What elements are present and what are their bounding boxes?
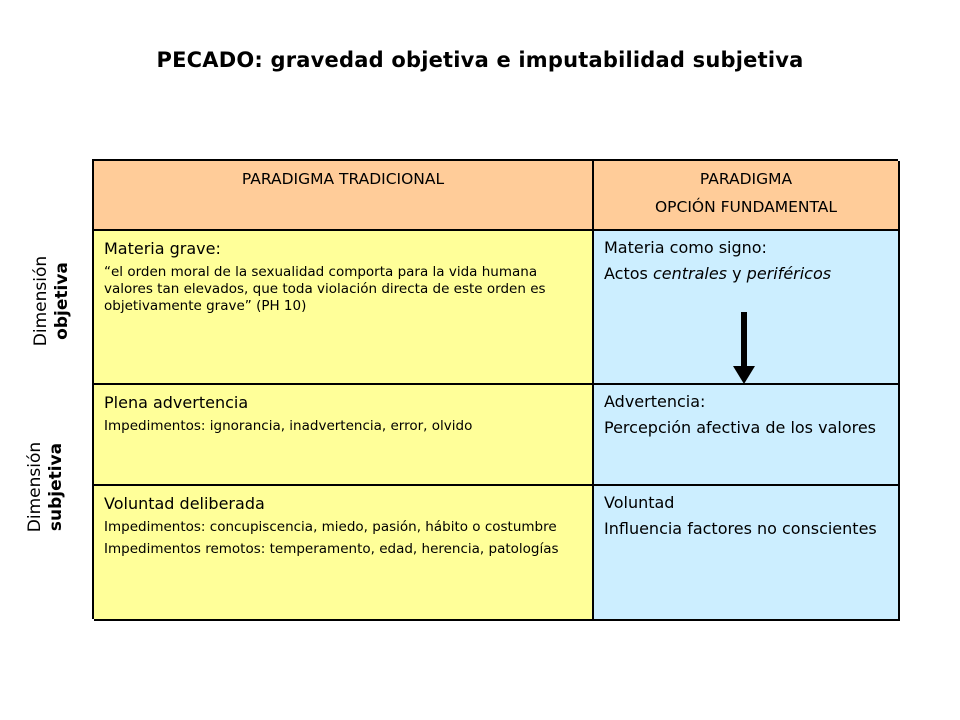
materia-signo-title: Materia como signo: (604, 238, 767, 257)
dimension-subjetiva-label (25, 437, 67, 537)
plena-advertencia-title: Plena advertencia (104, 393, 249, 412)
cell-voluntad-fundamental (594, 486, 900, 621)
dimension-objetiva-label (31, 251, 73, 351)
actos-text: Actos (604, 264, 653, 283)
down-arrow-icon (733, 312, 755, 384)
perifericos-text: periféricos (746, 264, 832, 283)
cell-materia-tradicional (94, 231, 594, 385)
header-opcion-line2: OPCIÓN FUNDAMENTAL (654, 198, 838, 216)
cell-advertencia-fundamental (594, 385, 900, 486)
header-opcion-line1: PARADIGMA (699, 170, 793, 188)
advertencia-text: Percepción afectiva de los valores (604, 418, 877, 437)
voluntad-deliberada-title: Voluntad deliberada (104, 494, 265, 513)
page-title: PECADO: gravedad objetiva e imputabilidad subjetiva (156, 48, 804, 72)
centrales-text: centrales (652, 264, 728, 283)
voluntad-title: Voluntad (604, 493, 675, 512)
materia-grave-text: “el orden moral de la sexualidad comporta para la vida humana valores tan elevados, que toda violación directa de este orden es objetivamente grave” (PH 10) (104, 264, 546, 314)
header-tradicional (94, 161, 594, 231)
y-text: y (727, 264, 747, 283)
voluntad-impedimentos-text: Impedimentos: concupiscencia, miedo, pasión, hábito o costumbre (104, 519, 557, 535)
dimension-objetiva-line2: objetiva (52, 262, 72, 340)
cell-voluntad-tradicional (94, 486, 594, 621)
cell-advertencia-tradicional (94, 385, 594, 486)
voluntad-text: Influencia factores no conscientes (604, 519, 877, 538)
dimension-subjetiva-line1: Dimensión (25, 441, 45, 533)
comparison-table (92, 159, 898, 619)
header-tradicional-text: PARADIGMA TRADICIONAL (241, 170, 445, 188)
voluntad-impedimentos-remotos-text: Impedimentos remotos: temperamento, edad, herencia, patologías (104, 541, 559, 557)
advertencia-title: Advertencia: (604, 392, 706, 411)
dimension-subjetiva-line2: subjetiva (46, 442, 66, 532)
header-opcion-fundamental (594, 161, 900, 231)
dimension-objetiva-line1: Dimensión (31, 255, 51, 347)
materia-grave-title: Materia grave: (104, 239, 221, 258)
materia-signo-text (604, 263, 888, 285)
plena-advertencia-text: Impedimentos: ignorancia, inadvertencia, error, olvido (104, 418, 473, 434)
